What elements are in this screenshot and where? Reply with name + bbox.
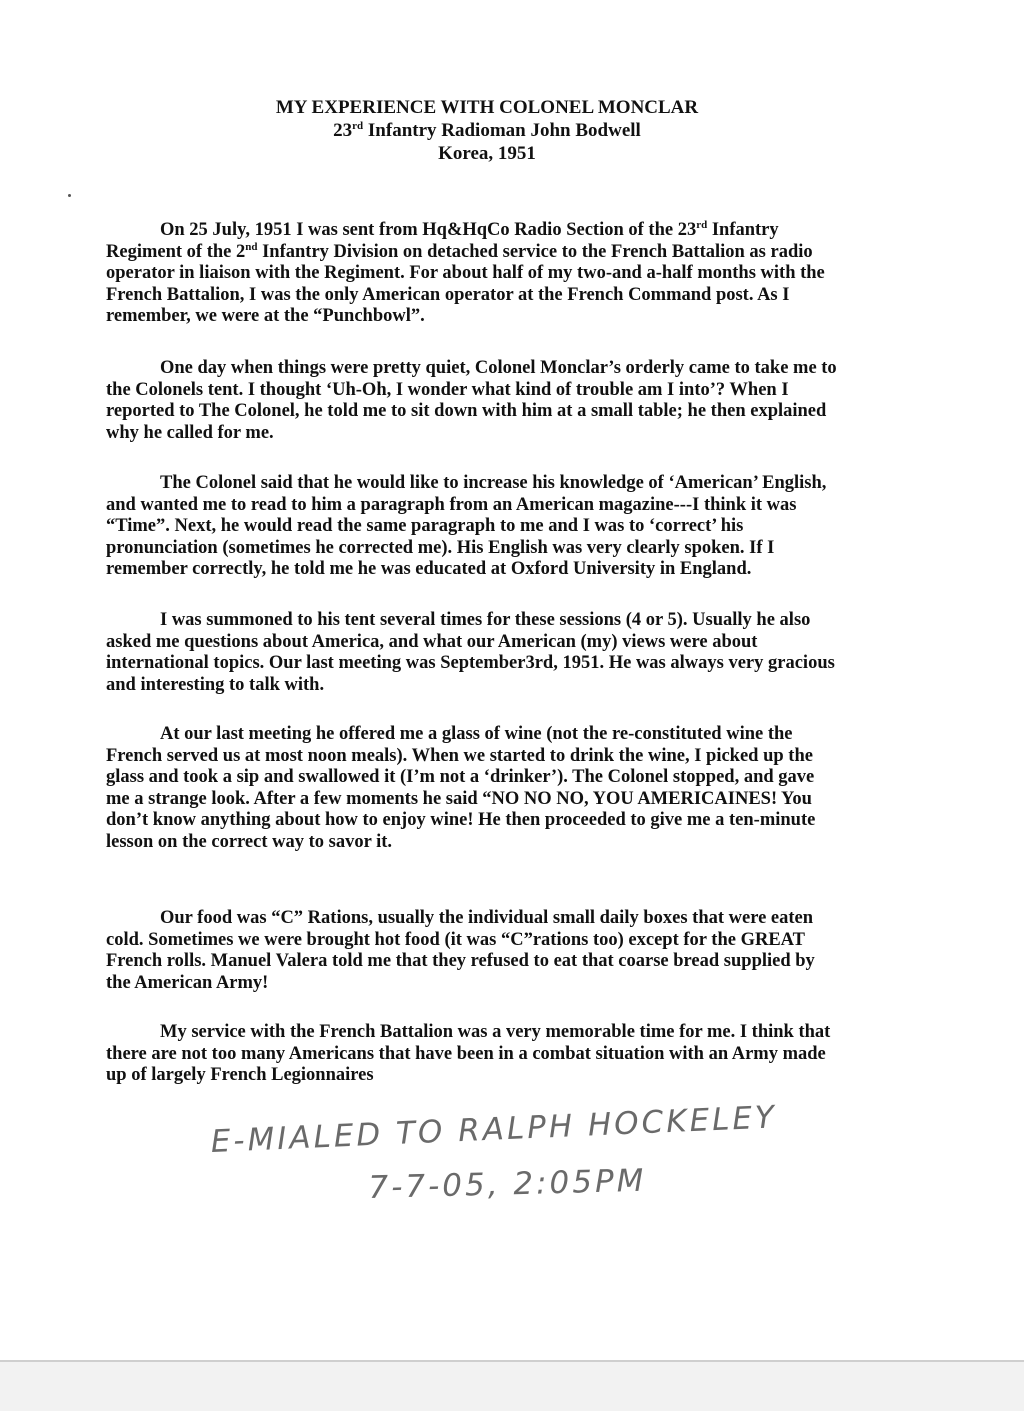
paragraph-3 (106, 473, 906, 581)
paragraph-line: remember correctly, he told me he was educated at Oxford University in England. (106, 559, 752, 579)
paragraph-line: remember, we were at the “Punchbowl”. (106, 306, 425, 326)
paragraph-line: One day when things were pretty quiet, Colonel Monclar’s orderly came to take me to (160, 358, 837, 378)
paragraph-line: French rolls. Manuel Valera told me that they refused to eat that coarse bread supplied by (106, 951, 815, 971)
paragraph-line: reported to The Colonel, he told me to sit down with him at a small table; he then explained (106, 401, 827, 421)
paragraph-line: me a strange look. After a few moments he said “NO NO NO, YOU AMERICAINES! You (106, 788, 812, 809)
paragraph-line: Our food was “C” Rations, usually the individual small daily boxes that were eaten (160, 908, 814, 928)
document-header (0, 96, 974, 165)
paragraph-line: pronunciation (sometimes he corrected me). His English was very clearly spoken. If I (106, 537, 775, 558)
paragraph-line: The Colonel said that he would like to increase his knowledge of ‘American’ English, (160, 473, 827, 493)
paragraph-line: On 25 July, 1951 I was sent from Hq&HqCo Radio Section of the 23rd Infantry (160, 219, 779, 240)
paragraph-line: and wanted me to read to him a paragraph from an American magazine---I think it was (106, 494, 797, 515)
paragraph-line: the American Army! (106, 972, 269, 993)
subtitle-text: Infantry Radioman John Bodwell (363, 120, 641, 141)
paragraph-line: “Time”. Next, he would read the same paragraph to me and I was to ‘correct’ his (106, 516, 744, 536)
paragraph-line: operator in liaison with the Regiment. For about half of my two-and a-half months with the (106, 263, 825, 283)
document-place-date: Korea, 1951 (438, 143, 536, 164)
paragraph-line: don’t know anything about how to enjoy wine! He then proceeded to give me a ten-minute (106, 810, 816, 830)
paragraph-line: cold. Sometimes we were brought hot food (it was “C”rations too) except for the GREAT (106, 929, 805, 950)
paragraph-6 (106, 908, 906, 994)
paragraph-line: why he called for me. (106, 422, 274, 443)
paragraph-line: international topics. Our last meeting was September3rd, 1951. He was always very gracious (106, 653, 835, 673)
scan-page-edge (0, 1360, 1024, 1411)
paragraph-line: asked me questions about America, and what our American (my) views were about (106, 631, 758, 652)
paragraph-1 (106, 220, 906, 328)
paragraph-line: Regiment of the 2nd Infantry Division on detached service to the French Battalion as radio (106, 240, 813, 262)
paragraph-line: and interesting to talk with. (106, 674, 325, 695)
paragraph-line: French served us at most noon meals). When we started to drink the wine, I picked up the (106, 745, 813, 766)
paragraph-line: lesson on the correct way to savor it. (106, 831, 393, 852)
subtitle-ordinal-suffix: rd (352, 120, 364, 132)
paragraph-line: glass and took a sip and swallowed it (I’m not a ‘drinker’). The Colonel stopped, and gave (106, 767, 815, 787)
document-subtitle (0, 119, 974, 142)
paragraph-line: there are not too many Americans that have been in a combat situation with an Army made (106, 1043, 826, 1064)
subtitle-ordinal: 23 (333, 120, 353, 141)
paragraph-line: At our last meeting he offered me a glass of wine (not the re-constituted wine the (160, 724, 793, 744)
paragraph-2 (106, 358, 906, 444)
paragraph-line: the Colonels tent. I thought ‘Uh-Oh, I wonder what kind of trouble am I into’? When I (106, 379, 789, 400)
margin-mark (68, 194, 71, 197)
handwritten-note-line-2: 7-7-05, 2:05PM (368, 1162, 647, 1206)
paragraph-line: My service with the French Battalion was a very memorable time for me. I think that (160, 1022, 831, 1042)
paragraph-line: I was summoned to his tent several times for these sessions (4 or 5). Usually he also (160, 610, 811, 630)
paragraph-line: up of largely French Legionnaires (106, 1065, 374, 1085)
paragraph-4 (106, 610, 906, 696)
paragraph-line: French Battalion, I was the only American operator at the French Command post. As I (106, 284, 790, 305)
paragraph-7 (106, 1022, 906, 1087)
document-title: MY EXPERIENCE WITH COLONEL MONCLAR (275, 97, 699, 118)
handwritten-note-line-1: E-MIALED TO RALPH HOCKELEY (210, 1099, 778, 1160)
paragraph-5 (106, 724, 906, 853)
